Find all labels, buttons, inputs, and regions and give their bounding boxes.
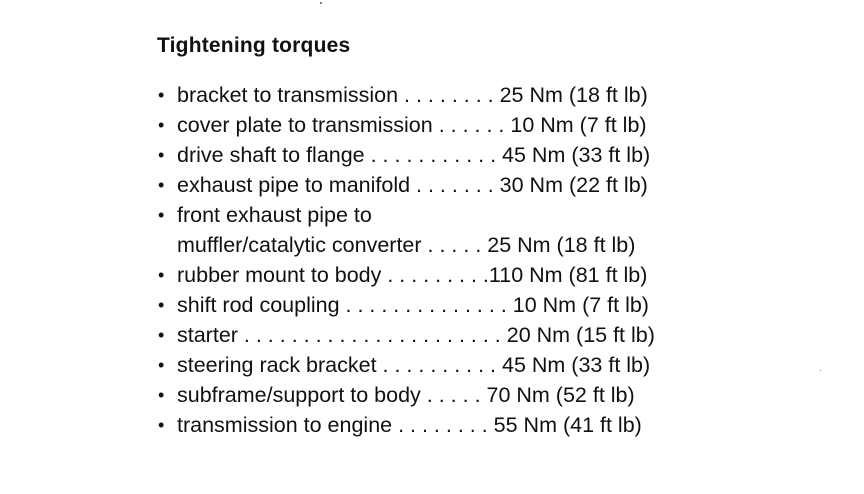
bullet-icon: •: [158, 385, 165, 405]
list-item: [157, 320, 757, 350]
bullet-icon: •: [158, 355, 165, 375]
torque-line: bracket to transmission . . . . . . . . 25 Nm (18 ft lb): [177, 83, 648, 107]
bullet-icon: •: [158, 145, 165, 165]
list-item: [157, 350, 757, 380]
bullet-icon: •: [158, 415, 165, 435]
list-item: [157, 410, 757, 440]
list-item: [157, 290, 757, 320]
bullet-icon: •: [158, 205, 165, 225]
torque-line: exhaust pipe to manifold . . . . . . . 30 Nm (22 ft lb): [177, 173, 648, 197]
torque-line: subframe/support to body . . . . . 70 Nm (52 ft lb): [177, 383, 635, 407]
torque-line: drive shaft to flange . . . . . . . . . . . 45 Nm (33 ft lb): [177, 143, 651, 167]
list-item: [157, 200, 757, 260]
scan-speck: [820, 370, 821, 371]
torque-line: rubber mount to body . . . . . . . . .110 Nm (81 ft lb): [177, 263, 648, 287]
bullet-icon: •: [158, 295, 165, 315]
list-item: [157, 260, 757, 290]
list-item: [157, 170, 757, 200]
scan-speck: [320, 2, 322, 4]
torque-line: steering rack bracket . . . . . . . . . . 45 Nm (33 ft lb): [177, 353, 651, 377]
torque-line: shift rod coupling . . . . . . . . . . . . . . 10 Nm (7 ft lb): [177, 293, 649, 317]
torque-line: starter . . . . . . . . . . . . . . . . . . . . . . 20 Nm (15 ft lb): [177, 323, 655, 347]
list-item: [157, 110, 757, 140]
list-item: [157, 140, 757, 170]
torque-list: [157, 80, 757, 440]
bullet-icon: •: [158, 325, 165, 345]
list-item: [157, 80, 757, 110]
torque-line: transmission to engine . . . . . . . . 55 Nm (41 ft lb): [177, 413, 642, 437]
torque-line-continued: muffler/catalytic converter . . . . . 25 Nm (18 ft lb): [177, 233, 636, 257]
bullet-icon: •: [158, 175, 165, 195]
torque-line: cover plate to transmission . . . . . . 10 Nm (7 ft lb): [177, 113, 647, 137]
page-title: Tightening torques: [157, 34, 351, 57]
list-item: [157, 380, 757, 410]
bullet-icon: •: [158, 265, 165, 285]
bullet-icon: •: [158, 85, 165, 105]
bullet-icon: •: [158, 115, 165, 135]
torque-line: front exhaust pipe to: [177, 203, 372, 227]
